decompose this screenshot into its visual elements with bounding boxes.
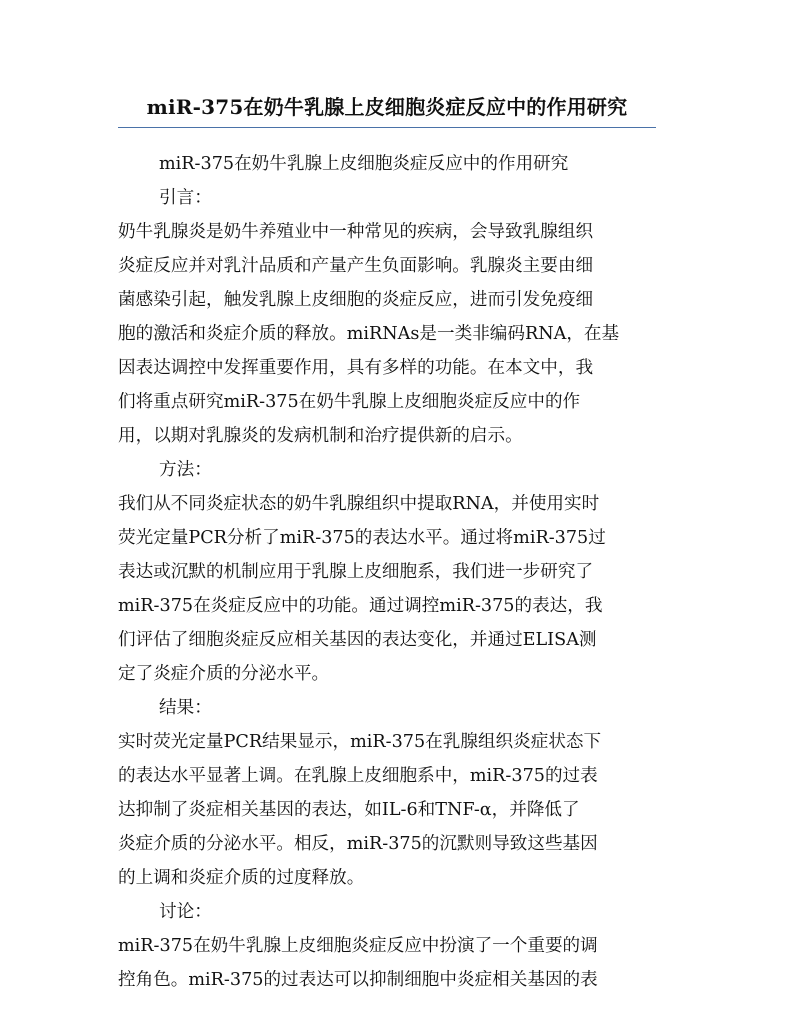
paragraph-line: 胞的激活和炎症介质的释放。miRNAs是一类非编码RNA，在基 bbox=[118, 324, 620, 344]
paragraph-line: 菌感染引起，触发乳腺上皮细胞的炎症反应，进而引发免疫细 bbox=[118, 290, 594, 310]
paragraph-line: 用，以期对乳腺炎的发病机制和治疗提供新的启示。 bbox=[118, 426, 523, 446]
paragraph-line: 炎症介质的分泌水平。相反，miR-375的沉默则导致这些基因 bbox=[118, 834, 598, 854]
document-title: miR-375在奶牛乳腺上皮细胞炎症反应中的作用研究 bbox=[146, 95, 628, 119]
paragraph-line: miR-375在奶牛乳腺上皮细胞炎症反应中扮演了一个重要的调 bbox=[118, 936, 598, 956]
title-underline bbox=[118, 127, 656, 128]
paragraph-line: 表达或沉默的机制应用于乳腺上皮细胞系，我们进一步研究了 bbox=[118, 562, 594, 582]
section-line: miR-375在奶牛乳腺上皮细胞炎症反应中的作用研究 bbox=[159, 154, 569, 174]
document-body bbox=[118, 147, 678, 997]
section-line: 方法： bbox=[159, 460, 212, 480]
section-line: 结果： bbox=[159, 698, 212, 718]
paragraph-line: 们将重点研究miR-375在奶牛乳腺上皮细胞炎症反应中的作 bbox=[118, 392, 581, 412]
paragraph-line: 的表达水平显著上调。在乳腺上皮细胞系中，miR-375的过表 bbox=[118, 766, 598, 786]
paragraph-line: 奶牛乳腺炎是奶牛养殖业中一种常见的疾病，会导致乳腺组织 bbox=[118, 222, 594, 242]
paragraph-line: 达抑制了炎症相关基因的表达，如IL-6和TNF-α，并降低了 bbox=[118, 800, 580, 820]
paragraph-line: 实时荧光定量PCR结果显示，miR-375在乳腺组织炎症状态下 bbox=[118, 732, 602, 752]
paragraph-line: 控角色。miR-375的过表达可以抑制细胞中炎症相关基因的表 bbox=[118, 970, 598, 990]
paragraph-line: 炎症反应并对乳汁品质和产量产生负面影响。乳腺炎主要由细 bbox=[118, 256, 594, 276]
paragraph-line: 定了炎症介质的分泌水平。 bbox=[118, 664, 330, 684]
section-line: 讨论： bbox=[159, 902, 212, 922]
paragraph-line: 荧光定量PCR分析了miR-375的表达水平。通过将miR-375过 bbox=[118, 528, 606, 548]
paragraph-line: 们评估了细胞炎症反应相关基因的表达变化，并通过ELISA测 bbox=[118, 630, 597, 650]
paragraph-line: 我们从不同炎症状态的奶牛乳腺组织中提取RNA，并使用实时 bbox=[118, 494, 600, 514]
section-line: 引言： bbox=[159, 188, 212, 208]
paragraph-line: 的上调和炎症介质的过度释放。 bbox=[118, 868, 365, 888]
paragraph-line: 因表达调控中发挥重要作用，具有多样的功能。在本文中，我 bbox=[118, 358, 594, 378]
paragraph-line: miR-375在炎症反应中的功能。通过调控miR-375的表达，我 bbox=[118, 596, 603, 616]
